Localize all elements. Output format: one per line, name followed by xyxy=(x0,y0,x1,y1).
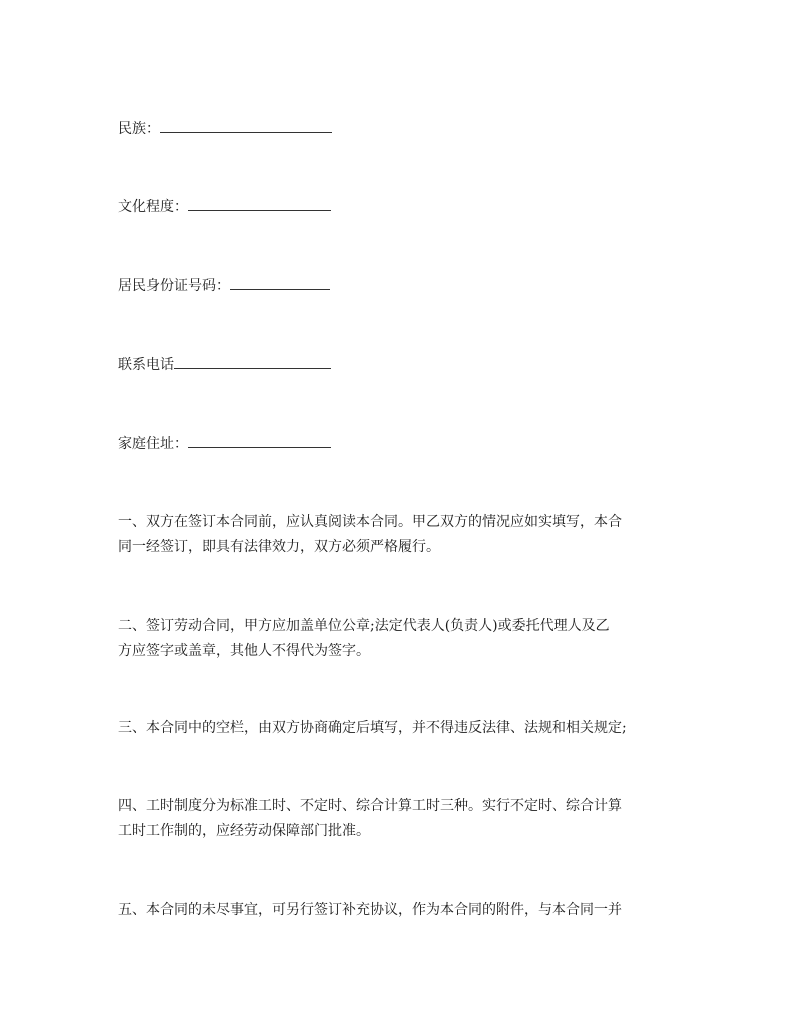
phone-blank[interactable] xyxy=(174,356,331,369)
clause-2 xyxy=(118,614,688,664)
id-number-field xyxy=(118,277,330,295)
ethnicity-field xyxy=(118,120,332,138)
clause-1-line-2: 同一经签订，即具有法律效力，双方必须严格履行。 xyxy=(118,539,440,555)
clause-1 xyxy=(118,510,688,560)
id-number-blank[interactable] xyxy=(230,277,330,290)
education-field xyxy=(118,198,331,216)
ethnicity-label: 民族： xyxy=(118,121,160,137)
phone-label: 联系电话 xyxy=(118,357,174,373)
education-blank[interactable] xyxy=(188,198,331,211)
clause-2-line-1: 二、签订劳动合同，甲方应加盖单位公章;法定代表人(负责人)或委托代理人及乙 xyxy=(118,618,610,634)
clause-4-line-2: 工时工作制的，应经劳动保障部门批准。 xyxy=(118,823,370,839)
education-label: 文化程度： xyxy=(118,199,188,215)
clause-4 xyxy=(118,794,688,844)
address-blank[interactable] xyxy=(188,435,331,448)
clause-4-line-1: 四、工时制度分为标准工时、不定时、综合计算工时三种。实行不定时、综合计算 xyxy=(118,798,622,814)
clause-3-line-1: 三、本合同中的空栏，由双方协商确定后填写，并不得违反法律、法规和相关规定; xyxy=(118,720,627,736)
address-label: 家庭住址： xyxy=(118,436,188,452)
clause-2-line-2: 方应签字或盖章，其他人不得代为签字。 xyxy=(118,643,370,659)
phone-field xyxy=(118,356,331,374)
clause-1-line-1: 一、双方在签订本合同前，应认真阅读本合同。甲乙双方的情况应如实填写，本合 xyxy=(118,514,622,530)
clause-3 xyxy=(118,716,688,741)
ethnicity-blank[interactable] xyxy=(160,120,332,133)
clause-5-line-1: 五、本合同的未尽事宜，可另行签订补充协议，作为本合同的附件，与本合同一并 xyxy=(118,902,622,918)
clause-5 xyxy=(118,898,688,923)
id-number-label: 居民身份证号码： xyxy=(118,278,230,294)
address-field xyxy=(118,435,331,453)
